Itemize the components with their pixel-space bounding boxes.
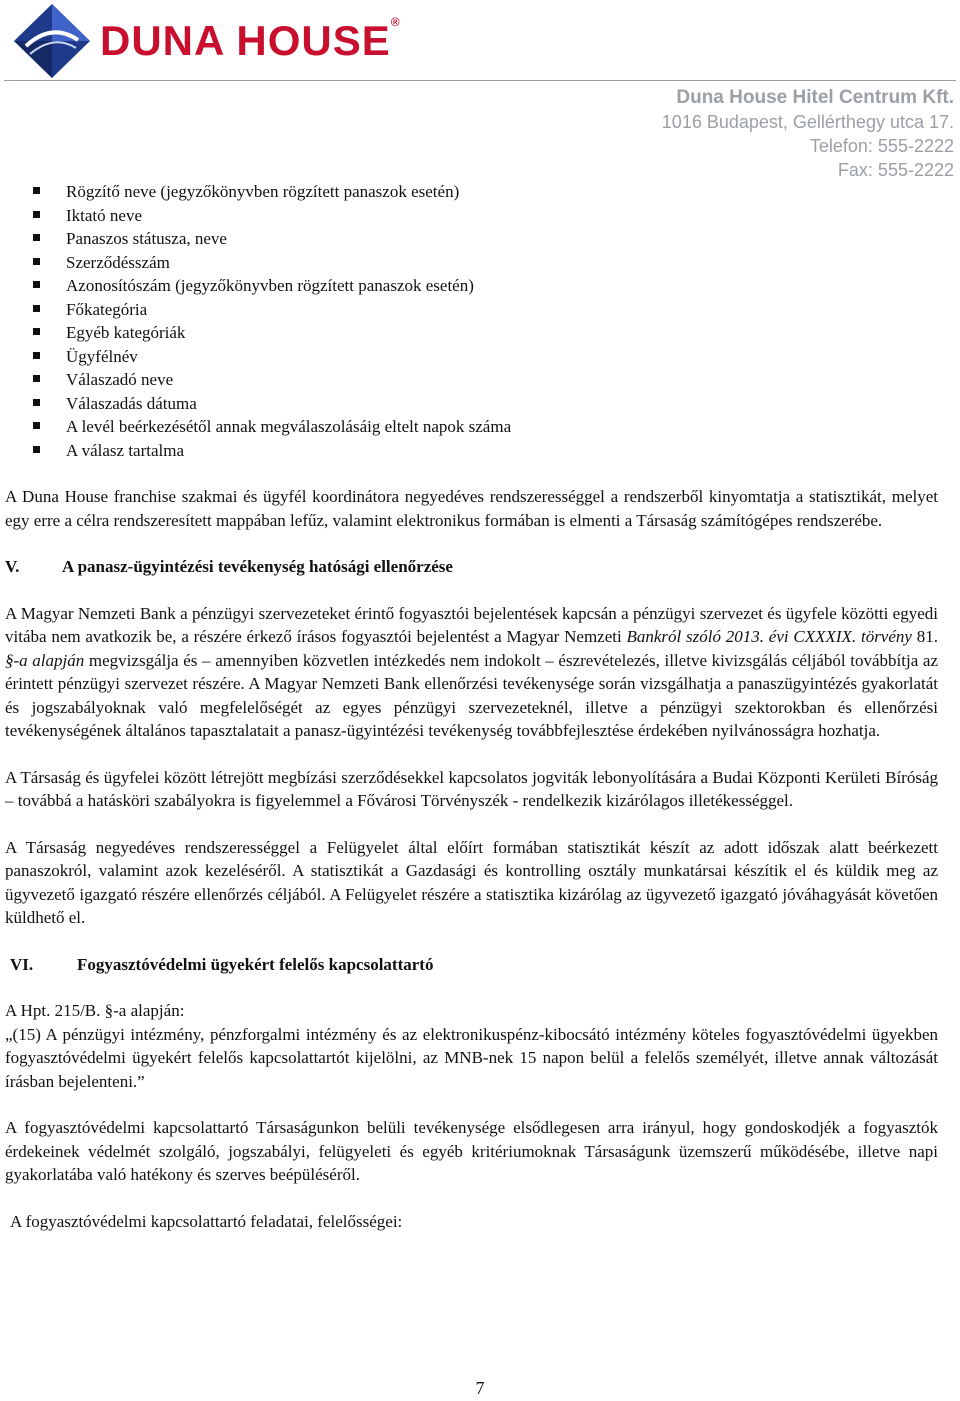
list-item: A levél beérkezésétől annak megválaszolásáig eltelt napok száma: [5, 415, 938, 439]
list-item: Panaszos státusza, neve: [5, 227, 938, 251]
section-5-heading: [5, 555, 938, 579]
list-item: Válaszadó neve: [5, 368, 938, 392]
company-phone: Telefon: 555-2222: [809, 136, 954, 156]
page-header: [0, 0, 960, 180]
list-item: Azonosítószám (jegyzőkönyvben rögzített panaszok esetén): [5, 274, 938, 298]
section-title: Fogyasztóvédelmi ügyekért felelős kapcsolattartó: [77, 954, 434, 974]
list-item: Válaszadás dátuma: [5, 392, 938, 416]
section-number: V.: [5, 557, 20, 576]
company-logo: [12, 2, 401, 80]
section-6-heading: [5, 953, 938, 977]
hpt-quote: „(15) A pénzügyi intézmény, pénzforgalmi intézmény és az elektronikuspénz-kibocsátó intézmény köteles fogyasztóvédelmi ügyekben fogyasztóvédelmi ügyekért felelős kapcsolattartót kijelölni, az MNB-nek 15 napon belül a felelős személyét, illetve annak változását írásban bejelenteni.”: [5, 1024, 938, 1091]
company-name: Duna House Hitel Centrum Kft.: [676, 87, 954, 108]
company-address: 1016 Budapest, Gellérthegy utca 17.: [661, 112, 954, 132]
company-info: [662, 86, 954, 182]
list-item: Főkategória: [5, 298, 938, 322]
field-list: [5, 180, 938, 462]
page-number: 7: [475, 1378, 485, 1398]
list-item: Egyéb kategóriák: [5, 321, 938, 345]
list-item: Iktató neve: [5, 204, 938, 228]
contact-paragraph: A fogyasztóvédelmi kapcsolattartó Társaságunkon belüli tevékenysége elsődlegesen arra irányul, hogy gondoskodjék a fogyasztók érdekeinek védelmét szolgáló, jogszabályi, felügyeleti és egyéb kritériumoknak Társaságunk üzemszerű működésébe, illetve napi gyakorlatába való hatékony és szerves beépüléséről.: [5, 1118, 938, 1184]
section-title: A panasz-ügyintézési tevékenység hatósági ellenőrzése: [62, 557, 453, 576]
quarterly-statistics-paragraph: A Társaság negyedéves rendszerességgel a Felügyelet által előírt formában statisztikát készít az adott időszak alatt beérkezett panaszokról, valamint azok kezeléséről. A statisztikát a Gazdasági és kontrolling osztály munkatársai készítik el és küldik meg az ügyvezető igazgató részére ellenőrzés céljából. A Felügyelet részére a statisztika kizárólag az ügyvezető igazgató jóváhagyását követően küldhető el.: [5, 837, 938, 927]
jurisdiction-paragraph: A Társaság és ügyfelei között létrejött megbízási szerződésekkel kapcsolatos jogviták lebonyolítására a Budai Központi Kerületi Bíróság – továbbá a hatásköri szabályokra is figyelemmel a Fővárosi Törvényszék - rendelkezik kizárólagos illetékességgel.: [5, 767, 938, 810]
list-item: Rögzítő neve (jegyzőkönyvben rögzített panaszok esetén): [5, 180, 938, 204]
header-divider: [4, 80, 956, 81]
mnb-paragraph: A Magyar Nemzeti Bank a pénzügyi szervezeteket érintő fogyasztói bejelentések kapcsán a pénzügyi szervezet és ügyfele közötti egyedi vitába nem avatkozik be, a részére érkező írásos fogyasztói bejelentést a Magyar Nemzeti Bankról szóló 2013. évi CXXXIX. törvény 81. §-a alapján megvizsgálja és – amennyiben közvetlen intézkedés nem indokolt – észrevételezés, illetve kivizsgálás céljából továbbítja az érintett pénzügyi szervezet részére. A Magyar Nemzeti Bank ellenőrzési tevékenysége során vizsgálhatja a panaszügyintézés gyakorlatát és jogszabályoknak való megfelelőségét az egyes pénzügyi szervezeteknél, illetve a pénzügyi szektorokban és ellenőrzési tevékenységének általános tapasztalatait a panasz-ügyintézési tevékenység továbbfejlesztése érdekében nyilvánosságra hozhatja.: [5, 603, 938, 740]
section-number: VI.: [10, 954, 34, 974]
statistics-paragraph: A Duna House franchise szakmai és ügyfél koordinátora negyedéves rendszerességgel a rendszerből kinyomtatja a statisztikát, melyet egy erre a célra rendszeresített mappában lefűz, valamint elektronikus formában is elmenti a Társaság számítógépes rendszerébe.: [5, 487, 938, 530]
diamond-logo-icon: [12, 2, 92, 80]
tasks-heading: A fogyasztóvédelmi kapcsolattartó feladatai, felelősségei:: [10, 1211, 403, 1231]
hpt-reference: A Hpt. 215/B. §-a alapján:: [5, 1001, 185, 1020]
list-item: Ügyfélnév: [5, 345, 938, 369]
list-item: Szerződésszám: [5, 251, 938, 275]
logo-text: DUNA HOUSE®: [100, 15, 401, 64]
document-body: [5, 180, 938, 1233]
company-fax: Fax: 555-2222: [837, 160, 954, 180]
list-item: A válasz tartalma: [5, 439, 938, 463]
